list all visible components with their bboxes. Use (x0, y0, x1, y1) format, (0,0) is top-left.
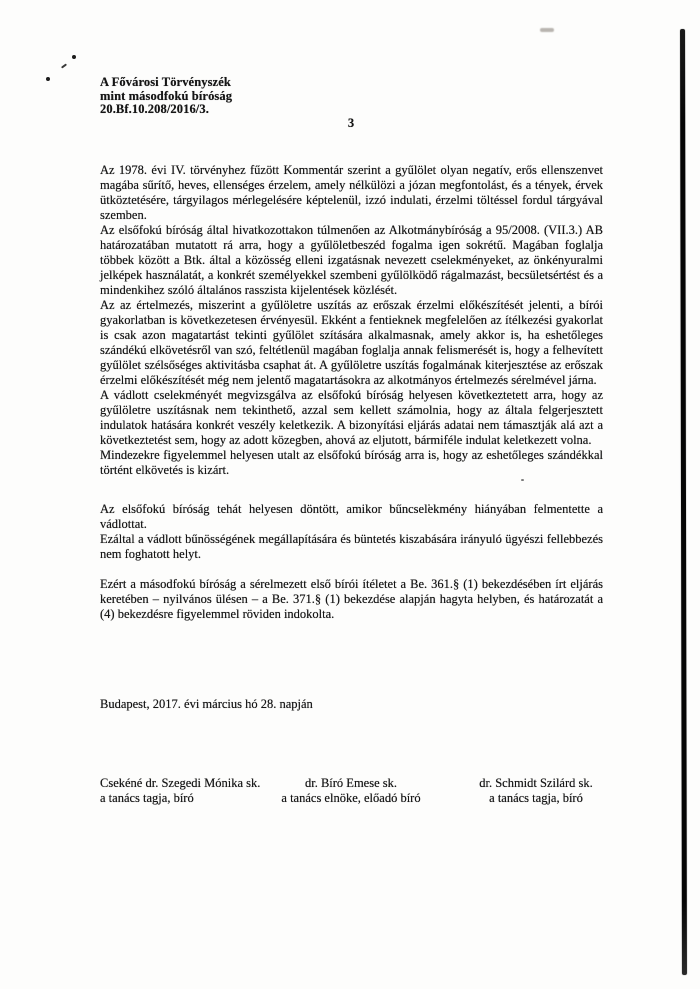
paragraph: Az elsőfokú bíróság tehát helyesen döntött, amikor bűncselekmény hiányában felmentette a vádlottat. (100, 502, 603, 531)
signature-block (0, 776, 700, 816)
case-number: 20.Bf.10.208/2016/3. (100, 102, 209, 116)
date-line: Budapest, 2017. évi március hó 28. napján (100, 697, 313, 711)
scan-smudge (540, 28, 554, 32)
paragraph: Az az értelmezés, miszerint a gyűlöletre uszítás az erőszak érzelmi előkészítését jelenti, a bírói gyakorlatban is következetesen érvényesül. Ekként a fentieknek megfelelően az ítélkezési gyakorlat is csak azon magatartást tekinti gyűlölet szítására alkalmasnak, amely akkor is, ha eshetőleges szándékú elkövetésről van szó, feltétlenül magában foglalja annak felismerését is, hogy a felhevített gyűlölet szélsőséges aktivitásba csaphat át. A gyűlöletre uszítás fogalmának kiterjesztése az erőszak érzelmi előkészítését még nem jelentő magatartásokra az alkotmányos értelmezés sérelmével járna. (100, 298, 603, 387)
paragraph: Ezért a másodfokú bíróság a sérelmezett első bírói ítéletet a Be. 361.§ (1) bekezdésében írt eljárás keretében – nyilvános ülésen – a Be. 371.§ (1) bekezdése alapján hagyta helyben, és határozatát a (4) bekezdésre figyelemmel röviden indokolta. (100, 577, 603, 621)
signature-name: dr. Schmidt Szilárd sk. (479, 776, 593, 790)
scan-speck (61, 63, 67, 68)
court-name: A Fővárosi Törvényszék (100, 75, 231, 89)
signature-title: a tanács tagja, bíró (489, 790, 583, 805)
signature-left (100, 776, 285, 805)
scan-speck (46, 77, 50, 81)
signature-title: a tanács elnöke, előadó bíró (281, 790, 421, 805)
signature-title: a tanács tagja, bíró (100, 790, 194, 805)
signature-name: dr. Bíró Emese sk. (304, 776, 397, 790)
paragraph: Mindezekre figyelemmel helyesen utalt az elsőfokú bíróság arra is, hogy az eshetőleges szándékkal történt elkövetés is kizárt. (100, 448, 603, 477)
scan-edge-artifact (680, 29, 687, 975)
signature-name: Csekéné dr. Szegedi Mónika sk. (100, 776, 261, 790)
signature-right (468, 776, 604, 805)
signature-center (272, 776, 430, 805)
page-number: 3 (347, 116, 355, 130)
court-header (100, 76, 232, 117)
paragraph: Ezáltal a vádlott bűnösségének megállapítására és büntetés kiszabására irányuló ügyészi fellebbezés nem foghatott helyt. (100, 532, 603, 561)
paragraph: Az elsőfokú bíróság által hivatkozottakon túlmenően az Alkotmánybíróság a 95/2008. (VII.3.) AB határozatában mutatott rá arra, hogy a gyűlöletbeszéd fogalma igen sokrétű. Magában foglalja többek között a Btk. által a közösség elleni izgatásnak nevezett cselekményeket, az önkényuralmi jelképek használatát, a konkrét személyekkel szembeni gyűlölködő rágalmazást, becsületsértést és a mindenkihez szóló általános rasszista kijelentések közlését. (100, 223, 603, 297)
paragraph: A vádlott cselekményét megvizsgálva az elsőfokú bíróság helyesen következtetett arra, hogy az gyűlöletre uszításnak nem tekinthető, azzal sem kellett számolnia, hogy az általa felgerjesztett indulatok hatására konkrét veszély keletkezik. A bizonyítási eljárás adatai nem támasztják alá azt a következtetést sem, hogy az adott közegben, ahová az eljutott, bármiféle indulat keletkezett volna. (100, 388, 603, 447)
scan-speck (72, 55, 76, 59)
document-body (100, 163, 603, 622)
paragraph: Az 1978. évi IV. törvényhez fűzött Kommentár szerint a gyűlölet olyan negatív, erős ellenszenvet magába sűrítő, heves, ellenséges érzelem, amely nélkülözi a józan megfontolást, és a tények, érvek ütköztetésére, tárgyilagos mérlegelésére képtelenül, izzó indulati, érzelmi töltéssel fordul tárgyával szemben. (100, 163, 603, 222)
court-role: mint másodfokú bíróság (100, 88, 233, 103)
